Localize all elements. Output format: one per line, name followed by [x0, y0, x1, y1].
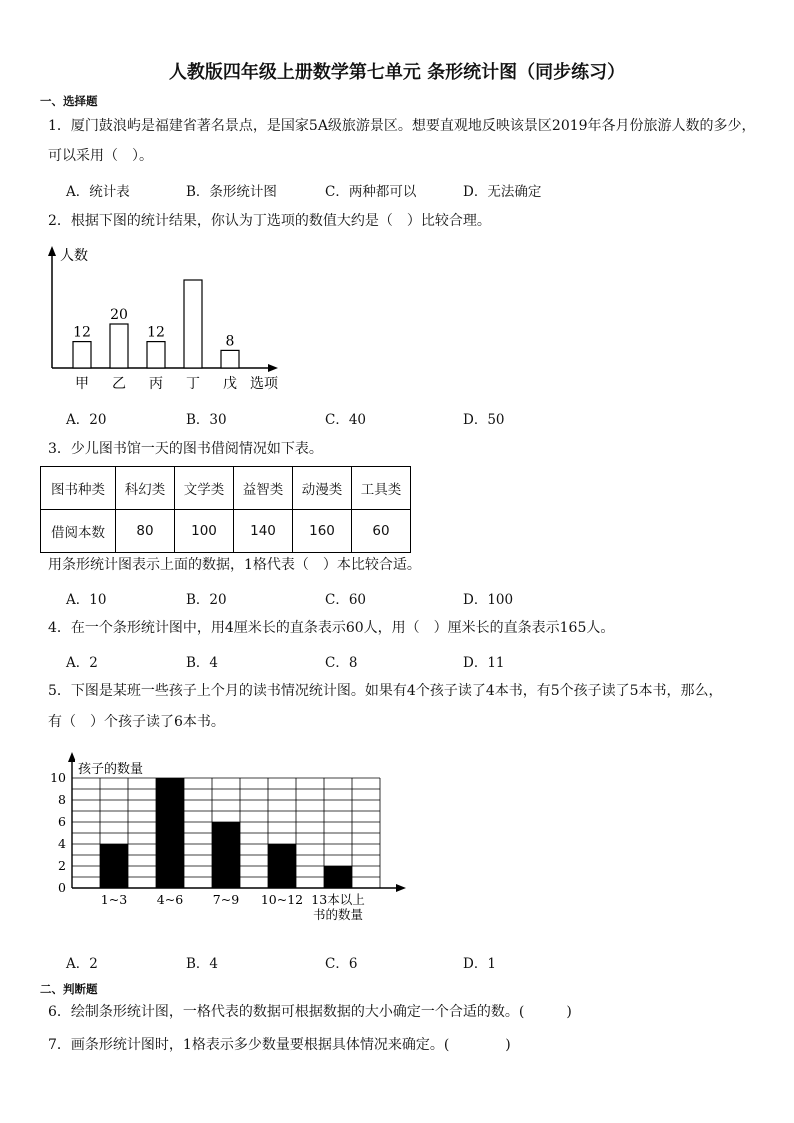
- q4-option-a[interactable]: A．2: [66, 655, 98, 671]
- table-cell: 60: [352, 510, 411, 553]
- y-tick-label: 2: [58, 858, 66, 873]
- y-axis-label: 人数: [60, 248, 88, 264]
- category-label: 甲: [75, 376, 89, 392]
- q5-option-a[interactable]: A．2: [66, 956, 98, 972]
- x-axis-arrow: [396, 884, 406, 892]
- chart-bar: [73, 342, 91, 368]
- table-cell: 140: [234, 510, 293, 553]
- q3-stem: 3．少儿图书馆一天的图书借阅情况如下表。: [48, 441, 323, 457]
- q3-option-c[interactable]: C．60: [325, 592, 367, 608]
- q2-bar-chart: [38, 242, 298, 398]
- section-heading-choice: 一、选择题: [40, 94, 98, 108]
- q5-option-b[interactable]: B．4: [186, 956, 219, 972]
- q7-stem: 7．画条形统计图时，1格表示多少数量要根据具体情况来确定。( ): [48, 1037, 511, 1053]
- q2-option-b[interactable]: B．30: [186, 412, 227, 428]
- q1-stem-line1: 1．厦门鼓浪屿是福建省著名景点，是国家5A级旅游景区。想要直观地反映该景区2019年各月份旅游人数的多少，: [48, 118, 756, 134]
- y-tick-label: 6: [58, 814, 66, 829]
- table-header-cell: 益智类: [234, 467, 293, 510]
- chart-bar: [268, 844, 296, 888]
- section-heading-judgement: 二、判断题: [40, 982, 98, 996]
- category-label: 10~12: [260, 892, 304, 907]
- chart-bar: [184, 280, 202, 368]
- chart-bar: [221, 350, 239, 368]
- x-axis-label: 书的数量: [312, 907, 364, 922]
- table-cell: 借阅本数: [41, 510, 116, 553]
- chart-bar: [147, 342, 165, 368]
- y-axis-arrow: [68, 752, 76, 762]
- y-tick-label: 0: [58, 880, 66, 895]
- bar-value-label: 20: [110, 307, 128, 323]
- table-cell: 160: [293, 510, 352, 553]
- q5-grid-bar-chart: [40, 750, 420, 930]
- y-axis-arrow: [48, 246, 56, 256]
- chart-bar: [156, 778, 184, 888]
- q4-option-c[interactable]: C．8: [325, 655, 358, 671]
- table-header-cell: 文学类: [175, 467, 234, 510]
- table-cell: 80: [116, 510, 175, 553]
- category-label: 丁: [186, 376, 200, 392]
- x-axis-arrow: [268, 364, 278, 372]
- x-axis-label: 选项: [250, 376, 278, 392]
- q3-option-d[interactable]: D．100: [463, 592, 514, 608]
- q3-option-a[interactable]: A．10: [66, 592, 107, 608]
- chart-bar: [212, 822, 240, 888]
- table-row: [41, 510, 411, 553]
- table-header-cell: 科幻类: [116, 467, 175, 510]
- q1-option-a[interactable]: A．统计表: [66, 184, 130, 200]
- q1-option-c[interactable]: C．两种都可以: [325, 184, 417, 200]
- category-label: 13本以上: [311, 892, 365, 907]
- q4-option-b[interactable]: B．4: [186, 655, 219, 671]
- q2-option-d[interactable]: D．50: [463, 412, 505, 428]
- q2-option-c[interactable]: C．40: [325, 412, 367, 428]
- q5-stem-line1: 5．下图是某班一些孩子上个月的读书情况统计图。如果有4个孩子读了4本书，有5个孩子读了5本书，那么，: [48, 683, 723, 699]
- category-label: 丙: [149, 376, 163, 392]
- q3-option-b[interactable]: B．20: [186, 592, 227, 608]
- category-label: 4~6: [156, 892, 184, 907]
- q5-option-c[interactable]: C．6: [325, 956, 358, 972]
- y-tick-label: 10: [50, 770, 66, 785]
- q1-stem-line2: 可以采用（ ）。: [48, 148, 153, 164]
- bar-value-label: 8: [225, 333, 235, 350]
- table-header-cell: 动漫类: [293, 467, 352, 510]
- q5-option-d[interactable]: D．1: [463, 956, 496, 972]
- table-cell: 100: [175, 510, 234, 553]
- category-label: 戊: [223, 376, 237, 392]
- q5-stem-line2: 有（ ）个孩子读了6本书。: [48, 714, 225, 730]
- q3-stem-2: 用条形统计图表示上面的数据，1格代表（ ）本比较合适。: [48, 557, 421, 573]
- category-label: 1~3: [100, 892, 128, 907]
- table-header-row: [41, 467, 411, 510]
- chart-bar: [110, 324, 128, 368]
- table-header-cell: 工具类: [352, 467, 411, 510]
- chart-bar: [324, 866, 352, 888]
- y-tick-label: 4: [58, 836, 66, 851]
- category-label: 乙: [112, 376, 126, 392]
- page-title: 人教版四年级上册数学第七单元 条形统计图（同步练习）: [168, 62, 626, 83]
- q6-stem: 6．绘制条形统计图，一格代表的数据可根据数据的大小确定一个合适的数。( ): [48, 1004, 572, 1020]
- y-tick-label: 8: [58, 792, 66, 807]
- y-axis-label: 孩子的数量: [78, 762, 144, 777]
- q1-option-d[interactable]: D．无法确定: [463, 184, 542, 200]
- q4-option-d[interactable]: D．11: [463, 655, 505, 671]
- q2-stem: 2．根据下图的统计结果，你认为丁选项的数值大约是（ ）比较合理。: [48, 213, 491, 229]
- chart-bar: [100, 844, 128, 888]
- table-header-cell: 图书种类: [41, 467, 116, 510]
- category-label: 7~9: [212, 892, 240, 907]
- bar-value-label: 12: [147, 324, 165, 341]
- bar-value-label: 12: [73, 324, 91, 341]
- q2-option-a[interactable]: A．20: [66, 412, 107, 428]
- q4-stem: 4．在一个条形统计图中，用4厘米长的直条表示60人，用（ ）厘米长的直条表示165人。: [48, 620, 615, 636]
- borrow-table: [40, 466, 411, 553]
- q1-option-b[interactable]: B．条形统计图: [186, 184, 277, 200]
